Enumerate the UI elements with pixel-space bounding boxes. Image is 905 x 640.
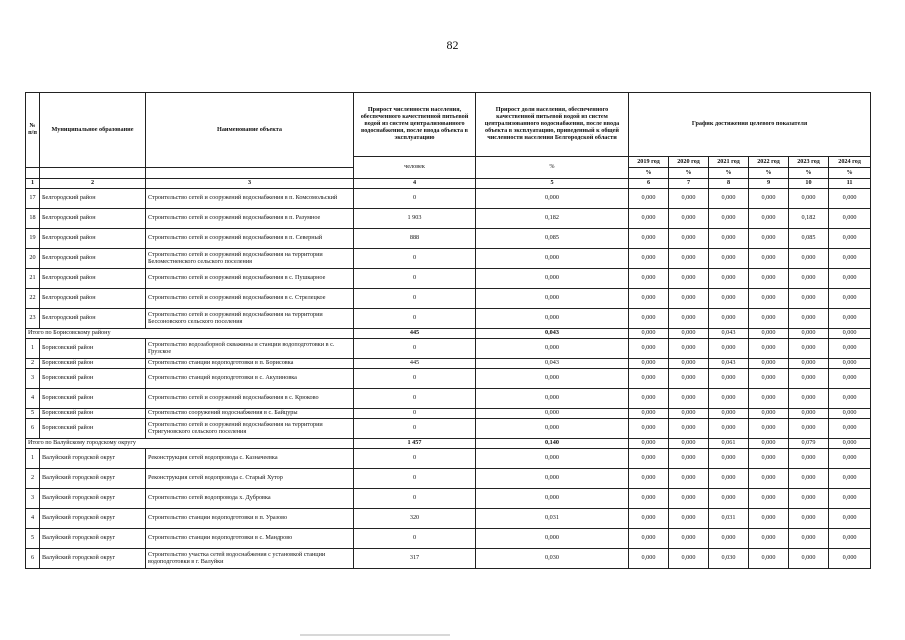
year-value: 0,000 (629, 419, 669, 439)
row-number: 3 (26, 489, 40, 509)
year-value: 0,000 (669, 359, 709, 369)
municipality: Белгородский район (40, 289, 146, 309)
year-value: 0,000 (629, 509, 669, 529)
year-value: 0,000 (669, 529, 709, 549)
row-number: 5 (26, 529, 40, 549)
municipality: Валуйский городской округ (40, 529, 146, 549)
share-growth: 0,000 (476, 249, 629, 269)
year-value: 0,000 (829, 189, 871, 209)
year-value: 0,000 (669, 209, 709, 229)
table-row (26, 529, 871, 549)
header-year: 2020 год (669, 157, 709, 168)
population-growth: 0 (354, 449, 476, 469)
year-value: 0,000 (829, 439, 871, 449)
scan-artifact (300, 634, 450, 636)
total-row (26, 439, 871, 449)
year-value: 0,000 (709, 419, 749, 439)
row-number: 20 (26, 249, 40, 269)
municipality: Валуйский городской округ (40, 549, 146, 569)
unit-year: % (789, 168, 829, 179)
year-value: 0,079 (789, 439, 829, 449)
population-growth: 445 (354, 329, 476, 339)
table-row (26, 409, 871, 419)
municipality: Борисовский район (40, 339, 146, 359)
share-growth: 0,000 (476, 269, 629, 289)
share-growth: 0,000 (476, 449, 629, 469)
unit-year: % (629, 168, 669, 179)
year-value: 0,000 (669, 369, 709, 389)
municipality: Борисовский район (40, 409, 146, 419)
table-row (26, 549, 871, 569)
year-value: 0,000 (829, 269, 871, 289)
municipality: Валуйский городской округ (40, 469, 146, 489)
year-value: 0,000 (749, 359, 789, 369)
share-growth: 0,000 (476, 289, 629, 309)
municipality: Валуйский городской округ (40, 449, 146, 469)
year-value: 0,000 (829, 489, 871, 509)
table-row (26, 189, 871, 209)
year-value: 0,000 (629, 209, 669, 229)
year-value: 0,000 (629, 369, 669, 389)
year-value: 0,000 (709, 409, 749, 419)
population-growth: 1 457 (354, 439, 476, 449)
table-row (26, 469, 871, 489)
year-value: 0,000 (629, 269, 669, 289)
column-number: 1 (26, 179, 40, 189)
year-value: 0,000 (749, 229, 789, 249)
row-number: 2 (26, 469, 40, 489)
year-value: 0,000 (789, 369, 829, 389)
year-value: 0,000 (829, 369, 871, 389)
municipality: Белгородский район (40, 189, 146, 209)
municipality: Борисовский район (40, 419, 146, 439)
year-value: 0,000 (749, 209, 789, 229)
year-value: 0,000 (629, 249, 669, 269)
header-schedule: График достижения целевого показателя (629, 93, 871, 157)
column-number: 6 (629, 179, 669, 189)
total-label: Итого по Валуйскому городскому округу (26, 439, 354, 449)
table-row (26, 289, 871, 309)
year-value: 0,030 (709, 549, 749, 569)
unit-year: % (829, 168, 871, 179)
share-growth: 0,031 (476, 509, 629, 529)
year-value: 0,000 (669, 419, 709, 439)
population-growth: 317 (354, 549, 476, 569)
row-number: 1 (26, 449, 40, 469)
population-growth: 0 (354, 369, 476, 389)
population-growth: 0 (354, 419, 476, 439)
share-growth: 0,043 (476, 359, 629, 369)
year-value: 0,000 (749, 449, 789, 469)
object-name: Строительство станции водоподготовки в с. Мандрово (146, 529, 354, 549)
column-number: 8 (709, 179, 749, 189)
year-value: 0,000 (709, 469, 749, 489)
population-growth: 1 903 (354, 209, 476, 229)
year-value: 0,000 (709, 369, 749, 389)
year-value: 0,000 (829, 389, 871, 409)
object-name: Строительство сетей и сооружений водоснабжения в с. Пушкарное (146, 269, 354, 289)
year-value: 0,000 (789, 309, 829, 329)
year-value: 0,000 (749, 469, 789, 489)
year-value: 0,000 (629, 409, 669, 419)
year-value: 0,000 (669, 189, 709, 209)
year-value: 0,000 (629, 529, 669, 549)
share-growth: 0,182 (476, 209, 629, 229)
year-value: 0,000 (669, 509, 709, 529)
object-name: Строительство сетей и сооружений водоснабжения в п. Комсомольский (146, 189, 354, 209)
year-value: 0,000 (749, 489, 789, 509)
column-number: 5 (476, 179, 629, 189)
total-label: Итого по Борисовскому району (26, 329, 354, 339)
year-value: 0,000 (829, 509, 871, 529)
municipality: Валуйский городской округ (40, 489, 146, 509)
row-number: 21 (26, 269, 40, 289)
unit-year: % (709, 168, 749, 179)
population-growth: 0 (354, 469, 476, 489)
row-number: 6 (26, 549, 40, 569)
table-row (26, 249, 871, 269)
table-row (26, 449, 871, 469)
year-value: 0,000 (789, 409, 829, 419)
object-name: Строительство участка сетей водоснабжения с установкой станции водоподготовки в г. Валуйки (146, 549, 354, 569)
row-number: 6 (26, 419, 40, 439)
year-value: 0,000 (629, 189, 669, 209)
header-population-growth: Прирост численности населения, обеспеченного качественной питьевой водой из систем централизованного водоснабжения, после ввода объекта в эксплуатацию (354, 93, 476, 157)
year-value: 0,000 (709, 269, 749, 289)
population-growth: 0 (354, 389, 476, 409)
year-value: 0,000 (709, 489, 749, 509)
column-number: 11 (829, 179, 871, 189)
year-value: 0,000 (789, 549, 829, 569)
year-value: 0,000 (669, 469, 709, 489)
year-value: 0,000 (669, 489, 709, 509)
population-growth: 0 (354, 269, 476, 289)
year-value: 0,000 (669, 249, 709, 269)
table-row (26, 209, 871, 229)
column-number: 10 (789, 179, 829, 189)
row-number: 23 (26, 309, 40, 329)
year-value: 0,000 (829, 359, 871, 369)
year-value: 0,000 (789, 289, 829, 309)
row-number: 17 (26, 189, 40, 209)
year-value: 0,000 (629, 309, 669, 329)
year-value: 0,000 (749, 509, 789, 529)
object-name: Реконструкция сетей водопровода с. Старый Хутор (146, 469, 354, 489)
table-row (26, 509, 871, 529)
year-value: 0,000 (669, 289, 709, 309)
population-growth: 0 (354, 249, 476, 269)
year-value: 0,000 (709, 449, 749, 469)
header-year: 2022 год (749, 157, 789, 168)
column-number: 2 (40, 179, 146, 189)
share-growth: 0,030 (476, 549, 629, 569)
year-value: 0,000 (669, 549, 709, 569)
header-share-growth: Прирост доли населения, обеспеченного качественной питьевой водой из систем централизованного водоснабжения, после ввода объекта в эксплуатацию, приведенный к общей численности населения Белгородской области (476, 93, 629, 157)
population-growth: 0 (354, 489, 476, 509)
table-row (26, 489, 871, 509)
year-value: 0,000 (789, 389, 829, 409)
municipality: Борисовский район (40, 369, 146, 389)
year-value: 0,000 (829, 409, 871, 419)
municipality: Белгородский район (40, 309, 146, 329)
population-growth: 0 (354, 309, 476, 329)
year-value: 0,000 (669, 229, 709, 249)
header-number: № п/п (26, 93, 40, 168)
year-value: 0,000 (629, 489, 669, 509)
object-name: Строительство сетей водопровода х. Дубровка (146, 489, 354, 509)
year-value: 0,000 (749, 389, 789, 409)
year-value: 0,000 (629, 339, 669, 359)
municipality: Валуйский городской округ (40, 509, 146, 529)
population-growth: 445 (354, 359, 476, 369)
unit-share: % (476, 157, 629, 179)
year-value: 0,000 (829, 229, 871, 249)
year-value: 0,000 (789, 489, 829, 509)
population-growth: 0 (354, 189, 476, 209)
year-value: 0,000 (709, 389, 749, 409)
year-value: 0,000 (789, 449, 829, 469)
object-name: Строительство сетей и сооружений водоснабжения на территории Стригуновского сельского поселения (146, 419, 354, 439)
year-value: 0,000 (669, 389, 709, 409)
share-growth: 0,000 (476, 469, 629, 489)
year-value: 0,000 (829, 469, 871, 489)
row-number: 19 (26, 229, 40, 249)
year-value: 0,000 (789, 469, 829, 489)
year-value: 0,000 (789, 339, 829, 359)
unit-year: % (669, 168, 709, 179)
year-value: 0,000 (709, 249, 749, 269)
year-value: 0,000 (669, 339, 709, 359)
object-name: Строительство сетей и сооружений водоснабжения на территории Бессоновского сельского поселения (146, 309, 354, 329)
municipality: Белгородский район (40, 249, 146, 269)
year-value: 0,000 (749, 329, 789, 339)
year-value: 0,000 (749, 439, 789, 449)
year-value: 0,000 (749, 339, 789, 359)
object-name: Строительство сооружений водоснабжения в с. Байцуры (146, 409, 354, 419)
year-value: 0,000 (829, 329, 871, 339)
year-value: 0,000 (829, 419, 871, 439)
year-value: 0,000 (629, 289, 669, 309)
municipality: Борисовский район (40, 389, 146, 409)
municipality: Борисовский район (40, 359, 146, 369)
year-value: 0,000 (829, 449, 871, 469)
year-value: 0,000 (709, 209, 749, 229)
year-value: 0,000 (709, 309, 749, 329)
year-value: 0,000 (629, 329, 669, 339)
row-number: 5 (26, 409, 40, 419)
year-value: 0,000 (789, 509, 829, 529)
target-indicator-table (25, 92, 871, 569)
table-row (26, 359, 871, 369)
year-value: 0,000 (829, 549, 871, 569)
row-number: 22 (26, 289, 40, 309)
object-name: Строительство сетей и сооружений водоснабжения в п. Северный (146, 229, 354, 249)
year-value: 0,000 (789, 329, 829, 339)
year-value: 0,000 (789, 419, 829, 439)
year-value: 0,000 (629, 229, 669, 249)
row-number: 4 (26, 509, 40, 529)
row-number: 3 (26, 369, 40, 389)
year-value: 0,000 (829, 249, 871, 269)
object-name: Строительство станций водоподготовки в с. Акулиновка (146, 369, 354, 389)
municipality: Белгородский район (40, 229, 146, 249)
year-value: 0,000 (629, 359, 669, 369)
year-value: 0,000 (789, 529, 829, 549)
year-value: 0,085 (789, 229, 829, 249)
year-value: 0,000 (749, 409, 789, 419)
header-year: 2023 год (789, 157, 829, 168)
header-municipality: Муниципальное образование (40, 93, 146, 168)
population-growth: 0 (354, 529, 476, 549)
year-value: 0,000 (749, 269, 789, 289)
year-value: 0,000 (669, 409, 709, 419)
year-value: 0,000 (829, 339, 871, 359)
column-number: 9 (749, 179, 789, 189)
year-value: 0,000 (829, 309, 871, 329)
year-value: 0,000 (669, 439, 709, 449)
year-value: 0,043 (709, 329, 749, 339)
row-number: 1 (26, 339, 40, 359)
table-row (26, 269, 871, 289)
year-value: 0,000 (789, 189, 829, 209)
share-growth: 0,000 (476, 529, 629, 549)
table-row (26, 339, 871, 359)
municipality: Белгородский район (40, 269, 146, 289)
share-growth: 0,140 (476, 439, 629, 449)
year-value: 0,000 (749, 289, 789, 309)
share-growth: 0,000 (476, 489, 629, 509)
municipality: Белгородский район (40, 209, 146, 229)
row-number: 2 (26, 359, 40, 369)
table-row (26, 369, 871, 389)
header-year: 2024 год (829, 157, 871, 168)
row-number: 4 (26, 389, 40, 409)
year-value: 0,000 (749, 249, 789, 269)
population-growth: 0 (354, 339, 476, 359)
year-value: 0,000 (709, 289, 749, 309)
share-growth: 0,000 (476, 419, 629, 439)
share-growth: 0,000 (476, 339, 629, 359)
table-row (26, 309, 871, 329)
object-name: Строительство сетей и сооружений водоснабжения в с. Крюково (146, 389, 354, 409)
year-value: 0,000 (789, 359, 829, 369)
year-value: 0,000 (629, 469, 669, 489)
year-value: 0,000 (629, 549, 669, 569)
year-value: 0,182 (789, 209, 829, 229)
year-value: 0,000 (829, 289, 871, 309)
column-number: 3 (146, 179, 354, 189)
year-value: 0,000 (709, 229, 749, 249)
total-row (26, 329, 871, 339)
population-growth: 888 (354, 229, 476, 249)
object-name: Строительство сетей и сооружений водоснабжения в п. Разумное (146, 209, 354, 229)
row-number: 18 (26, 209, 40, 229)
population-growth: 320 (354, 509, 476, 529)
population-growth: 0 (354, 289, 476, 309)
table-row (26, 389, 871, 409)
share-growth: 0,000 (476, 189, 629, 209)
population-growth: 0 (354, 409, 476, 419)
year-value: 0,000 (629, 439, 669, 449)
column-number: 4 (354, 179, 476, 189)
year-value: 0,000 (629, 449, 669, 469)
year-value: 0,000 (749, 189, 789, 209)
year-value: 0,000 (749, 369, 789, 389)
object-name: Строительство водозаборной скважины и станции водоподготовки в с. Грузское (146, 339, 354, 359)
object-name: Строительство станции водоподготовки в п. Уразово (146, 509, 354, 529)
year-value: 0,000 (749, 419, 789, 439)
year-value: 0,043 (709, 359, 749, 369)
share-growth: 0,000 (476, 409, 629, 419)
table-body (26, 189, 871, 569)
year-value: 0,000 (749, 309, 789, 329)
year-value: 0,000 (829, 529, 871, 549)
share-growth: 0,000 (476, 369, 629, 389)
page-number: 82 (446, 38, 459, 52)
unit-year: % (749, 168, 789, 179)
year-value: 0,000 (669, 309, 709, 329)
year-value: 0,000 (749, 529, 789, 549)
object-name: Строительство сетей и сооружений водоснабжения в с. Стрелецкое (146, 289, 354, 309)
object-name: Строительство сетей и сооружений водоснабжения на территории Беломестненского сельского поселения (146, 249, 354, 269)
share-growth: 0,085 (476, 229, 629, 249)
object-name: Строительство станции водоподготовки в п. Борисовка (146, 359, 354, 369)
header-object: Наименование объекта (146, 93, 354, 168)
header-year: 2019 год (629, 157, 669, 168)
year-value: 0,000 (669, 329, 709, 339)
year-value: 0,000 (829, 209, 871, 229)
column-number: 7 (669, 179, 709, 189)
share-growth: 0,000 (476, 309, 629, 329)
year-value: 0,000 (669, 269, 709, 289)
share-growth: 0,000 (476, 389, 629, 409)
year-value: 0,000 (709, 339, 749, 359)
year-value: 0,000 (789, 249, 829, 269)
share-growth: 0,043 (476, 329, 629, 339)
table-row (26, 419, 871, 439)
year-value: 0,061 (709, 439, 749, 449)
table-row (26, 229, 871, 249)
unit-population: человек (354, 157, 476, 179)
year-value: 0,000 (709, 529, 749, 549)
year-value: 0,031 (709, 509, 749, 529)
year-value: 0,000 (709, 189, 749, 209)
header-year: 2021 год (709, 157, 749, 168)
object-name: Реконструкция сетей водопровода с. Казначеевка (146, 449, 354, 469)
year-value: 0,000 (749, 549, 789, 569)
year-value: 0,000 (789, 269, 829, 289)
year-value: 0,000 (669, 449, 709, 469)
year-value: 0,000 (629, 389, 669, 409)
